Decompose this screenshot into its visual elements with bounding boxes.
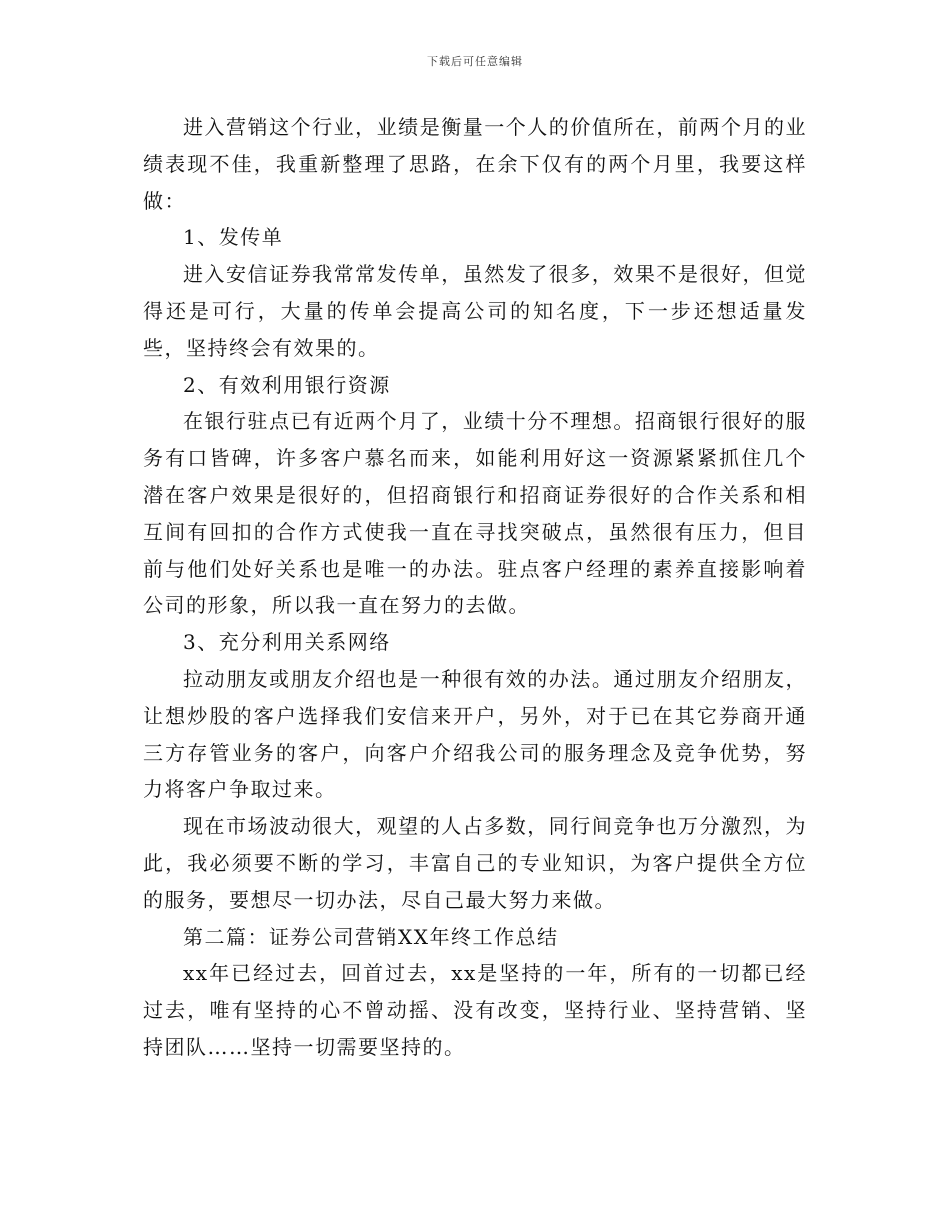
heading-item-1: 1、发传单 bbox=[183, 225, 284, 250]
paragraph-item-3: 拉动朋友或朋友介绍也是一种很有效的办法。通过朋友介绍朋友，让想炒股的客户选择我们安信来开户，另外，对于已在其它券商开通三方存管业务的客户，向客户介绍我公司的服务理念及竞争优势，努力将客户争取过来。 bbox=[143, 666, 807, 802]
heading-item-2: 2、有效利用银行资源 bbox=[183, 372, 391, 397]
section-title-second: 第二篇：证券公司营销XX年终工作总结 bbox=[183, 924, 559, 949]
paragraph-item-1: 进入安信证券我常常发传单，虽然发了很多，效果不是很好，但觉得还是可行，大量的传单会提高公司的知名度，下一步还想适量发些，坚持终会有效果的。 bbox=[143, 262, 807, 360]
paragraph-second-intro: xx年已经过去，回首过去，xx是坚持的一年，所有的一切都已经过去，唯有坚持的心不曾动摇、没有改变，坚持行业、坚持营销、坚持团队……坚持一切需要坚持的。 bbox=[143, 961, 807, 1059]
heading-item-3: 3、充分利用关系网络 bbox=[183, 630, 391, 655]
document-body bbox=[143, 109, 807, 1066]
page-header: 下载后可任意编辑 bbox=[427, 55, 523, 68]
paragraph-item-2: 在银行驻点已有近两个月了，业绩十分不理想。招商银行很好的服务有口皆碑，许多客户慕名而来，如能利用好这一资源紧紧抓住几个潜在客户效果是很好的，但招商银行和招商证券很好的合作关系和相互间有回扣的合作方式使我一直在寻找突破点，虽然很有压力，但目前与他们处好关系也是唯一的办法。驻点客户经理的素养直接影响着公司的形象，所以我一直在努力的去做。 bbox=[143, 409, 807, 618]
paragraph-conclusion: 现在市场波动很大，观望的人占多数，同行间竞争也万分激烈，为此，我必须要不断的学习，丰富自己的专业知识，为客户提供全方位的服务，要想尽一切办法，尽自己最大努力来做。 bbox=[143, 814, 807, 912]
paragraph-intro: 进入营销这个行业，业绩是衡量一个人的价值所在，前两个月的业绩表现不佳，我重新整理了思路，在余下仅有的两个月里，我要这样做： bbox=[143, 115, 807, 213]
